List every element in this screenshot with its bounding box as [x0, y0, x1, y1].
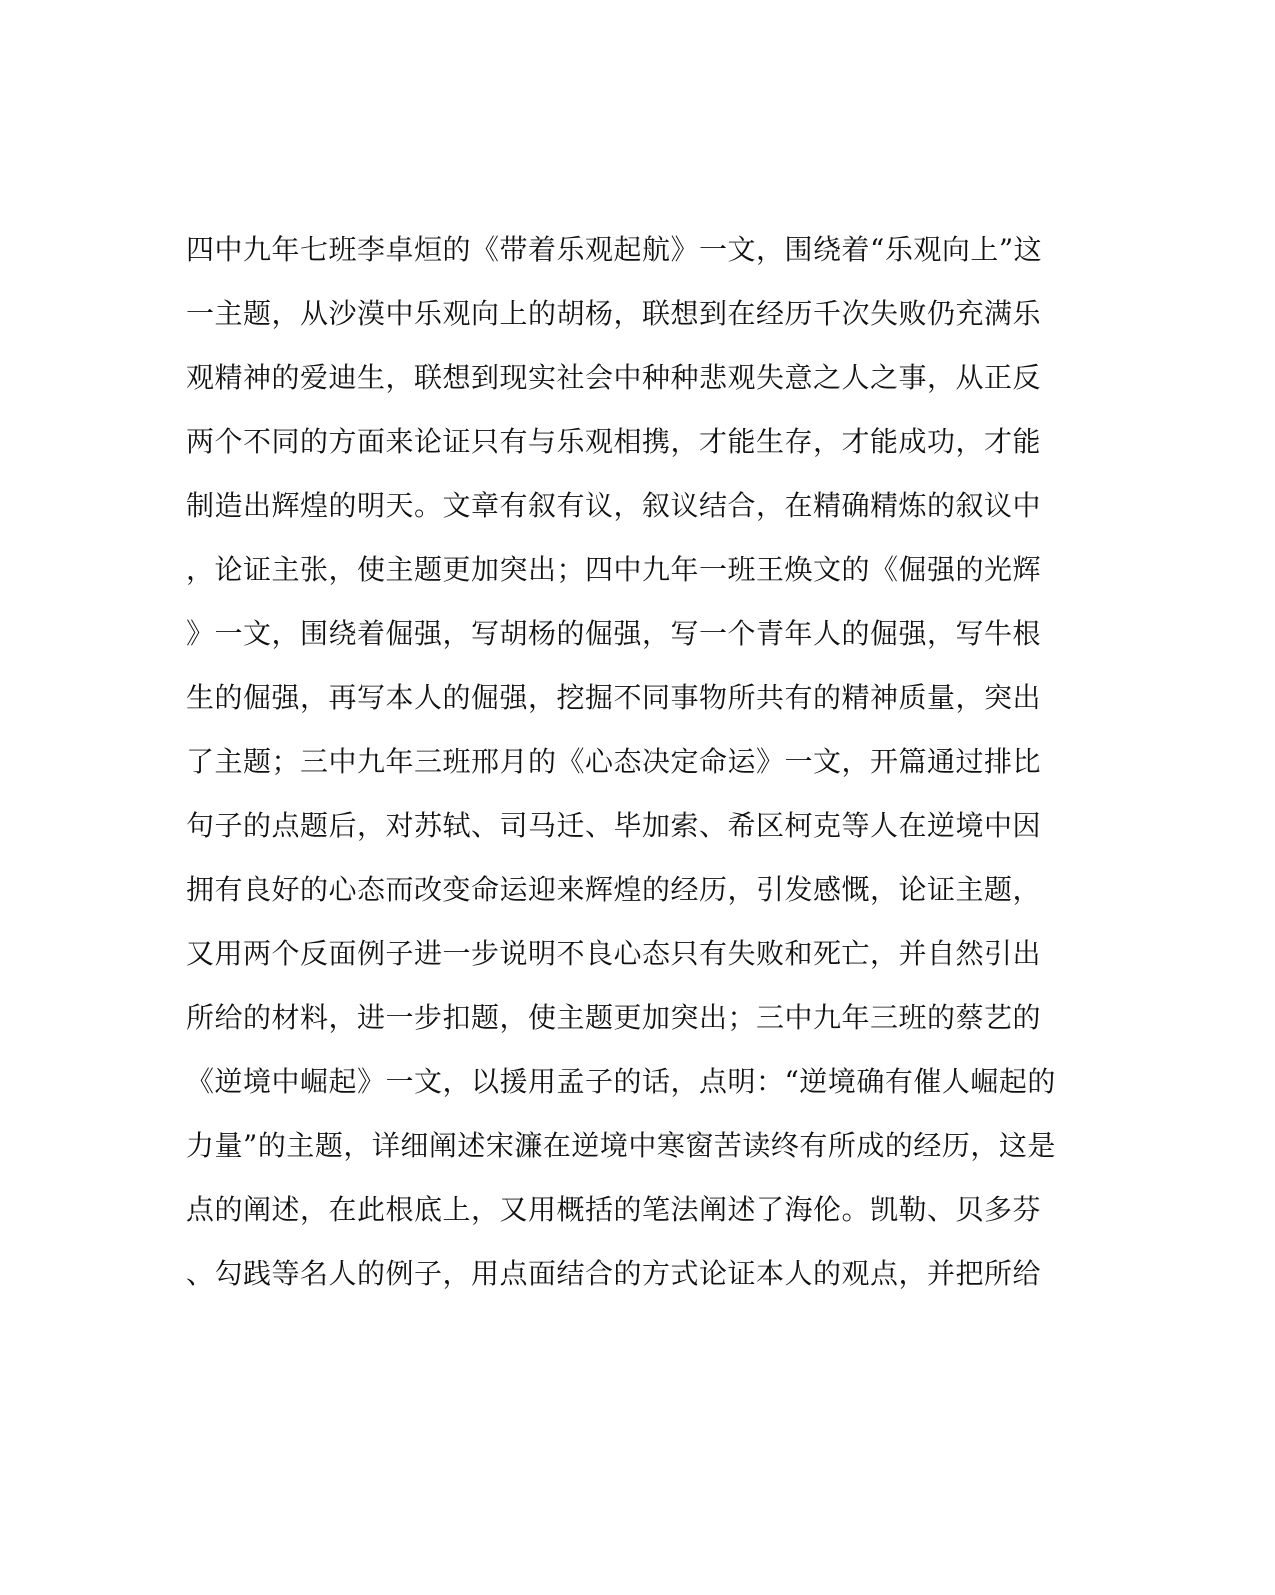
text-line: 四中九年七班李卓烜的《带着乐观起航》一文，围绕着“乐观向上”这	[186, 233, 1043, 266]
text-line: 拥有良好的心态而改变命运迎来辉煌的经历，引发感慨，论证主题，	[186, 873, 1042, 906]
text-line: 又用两个反面例子进一步说明不良心态只有失败和死亡，并自然引出	[186, 937, 1042, 970]
text-line: 句子的点题后，对苏轼、司马迁、毕加索、希区柯克等人在逆境中因	[186, 809, 1042, 842]
text-line: 一主题，从沙漠中乐观向上的胡杨，联想到在经历千次失败仍充满乐	[186, 297, 1042, 330]
body-paragraph	[186, 218, 1066, 1306]
text-line: 两个不同的方面来论证只有与乐观相携，才能生存，才能成功，才能	[186, 425, 1042, 458]
text-line: 点的阐述，在此根底上，又用概括的笔法阐述了海伦。凯勒、贝多芬	[186, 1193, 1042, 1226]
text-line: 力量”的主题，详细阐述宋濂在逆境中寒窗苦读终有所成的经历，这是	[186, 1129, 1056, 1162]
text-line: 制造出辉煌的明天。文章有叙有议，叙议结合，在精确精炼的叙议中	[186, 489, 1042, 522]
text-line: 生的倔强，再写本人的倔强，挖掘不同事物所共有的精神质量，突出	[186, 681, 1042, 714]
text-line: 《逆境中崛起》一文，以援用孟子的话，点明：“逆境确有催人崛起的	[186, 1065, 1056, 1098]
text-line: 、勾践等名人的例子，用点面结合的方式论证本人的观点，并把所给	[186, 1257, 1042, 1290]
text-line: 观精神的爱迪生，联想到现实社会中种种悲观失意之人之事，从正反	[186, 361, 1042, 394]
text-line: ，论证主张，使主题更加突出；四中九年一班王焕文的《倔强的光辉	[186, 553, 1042, 586]
text-line: 》一文，围绕着倔强，写胡杨的倔强，写一个青年人的倔强，写牛根	[186, 617, 1042, 650]
text-line: 了主题；三中九年三班邢月的《心态决定命运》一文，开篇通过排比	[186, 745, 1042, 778]
text-line: 所给的材料，进一步扣题，使主题更加突出；三中九年三班的蔡艺的	[186, 1001, 1042, 1034]
